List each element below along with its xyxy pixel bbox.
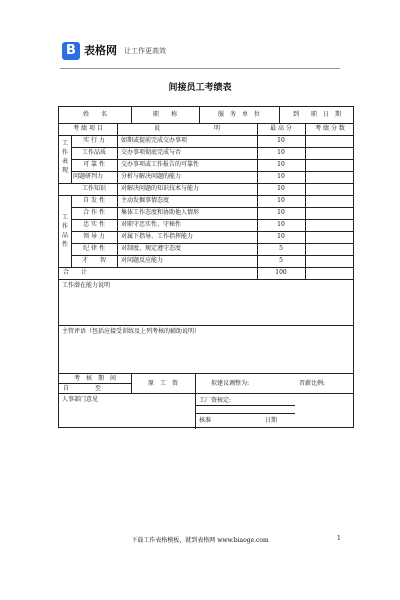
row-desc: 交办事项或工作报告的可靠性	[121, 161, 200, 168]
row-divider	[71, 207, 353, 208]
row-divider	[195, 413, 295, 414]
row-max: 10	[277, 221, 285, 228]
hire-date-header: 到 职 日 期	[292, 111, 341, 118]
group-label-performance: 工作表现	[61, 140, 68, 174]
original-pay-label: 原 工 资	[147, 380, 178, 387]
row-divider	[59, 267, 353, 268]
row-divider	[71, 243, 353, 244]
brand-slogan: 让工作更高效	[124, 47, 166, 55]
row-max: 10	[277, 149, 285, 156]
row-divider	[71, 231, 353, 232]
row-desc: 集体工作态度和协助他人情形	[121, 209, 200, 216]
row-desc: 对职守忠实性、守秘性	[121, 221, 182, 228]
col-divider	[305, 123, 306, 279]
row-divider	[71, 159, 353, 160]
supervisor-comment-label: 主管评语（包括应接受训练及上列考核的辅助说明）	[62, 328, 201, 335]
row-item: 自 发 性	[83, 197, 105, 204]
row-item: 实 行 力	[83, 137, 105, 144]
col-divider	[195, 373, 196, 429]
row-item: 合 作 性	[83, 209, 105, 216]
row-divider	[59, 383, 131, 384]
row-divider	[59, 123, 353, 124]
row-divider	[59, 135, 353, 136]
row-divider	[71, 255, 353, 256]
row-item: 忠 实 性	[83, 221, 105, 228]
proposed-label: 拟建议调整为:	[211, 380, 250, 387]
page-title: 间接员工考绩表	[168, 83, 232, 93]
row-max: 5	[279, 257, 283, 264]
brand-logo-icon: B	[62, 42, 80, 60]
row-divider	[59, 183, 353, 184]
row-item: 纪 律 性	[83, 245, 105, 252]
group-label-conduct: 工作品性	[61, 214, 68, 248]
row-divider	[59, 393, 353, 394]
total-label: 合 计	[63, 269, 88, 276]
row-divider	[59, 373, 353, 374]
row-divider	[195, 405, 295, 406]
row-item: 领 导 力	[83, 233, 105, 240]
row-max: 10	[277, 173, 285, 180]
item-col-header: 考 绩 项 目	[73, 125, 103, 132]
row-max: 10	[277, 137, 285, 144]
row-desc: 如期或提前完成交办事项	[121, 137, 188, 144]
row-divider	[71, 147, 353, 148]
row-divider	[59, 325, 353, 326]
col-divider	[117, 123, 118, 267]
row-desc: 对解决问题的知识技术与能力	[121, 185, 200, 192]
page-number: 1	[337, 535, 341, 542]
row-divider	[71, 171, 353, 172]
row-desc: 交办事项彻底完成与否	[121, 149, 182, 156]
row-desc: 对属下指导、工作指挥能力	[121, 233, 194, 240]
row-max: 5	[279, 245, 283, 252]
row-divider	[71, 219, 353, 220]
row-item: 可 靠 性	[83, 161, 105, 168]
row-item: 工作知识	[81, 185, 106, 192]
row-max: 10	[277, 161, 285, 168]
period-label: 考 核 期 间	[73, 375, 116, 382]
row-item: 问题研判力	[72, 173, 103, 180]
hr-opinion-label: 人事部门意见	[62, 396, 99, 403]
row-desc: 分析与解决问题的能力	[121, 173, 182, 180]
factory-pay-label: 工厂资核定:	[199, 397, 232, 404]
potential-label: 工作潜在能力说明	[62, 282, 111, 289]
score-col-header: 考 绩 分 数	[315, 125, 345, 132]
brand-name: 表格网	[84, 44, 117, 57]
header-divider	[60, 68, 340, 69]
appraisal-form	[58, 106, 354, 428]
row-max: 10	[277, 233, 285, 240]
row-max: 10	[277, 197, 285, 204]
row-divider	[59, 195, 353, 196]
name-header: 姓 名	[82, 111, 107, 118]
row-divider	[59, 279, 353, 280]
row-desc: 对制度、规定遵守态度	[121, 245, 182, 252]
approve-label: 核准	[199, 417, 212, 424]
row-max: 10	[277, 209, 285, 216]
period-from: 自	[63, 385, 70, 392]
row-desc: 对问题反应能力	[121, 257, 164, 264]
department-header: 服 务 单 位	[217, 111, 260, 118]
row-max: 10	[277, 185, 285, 192]
max-col-header: 最 高 分	[270, 125, 292, 132]
date-label: 日期	[265, 417, 278, 424]
period-to: 至	[95, 385, 102, 392]
raise-ratio-label: 晋薪比例:	[299, 380, 326, 387]
footer-text: 下载工作表格模板，就到表格网 www.biaoge.com	[131, 537, 269, 544]
total-max: 100	[275, 269, 287, 276]
row-item: 才 智	[81, 257, 106, 264]
desc-col-header: 说 明	[153, 125, 220, 132]
row-item: 工作品质	[81, 149, 106, 156]
title-header: 职 称	[152, 111, 177, 118]
row-desc: 主动发掘事情态度	[121, 197, 170, 204]
